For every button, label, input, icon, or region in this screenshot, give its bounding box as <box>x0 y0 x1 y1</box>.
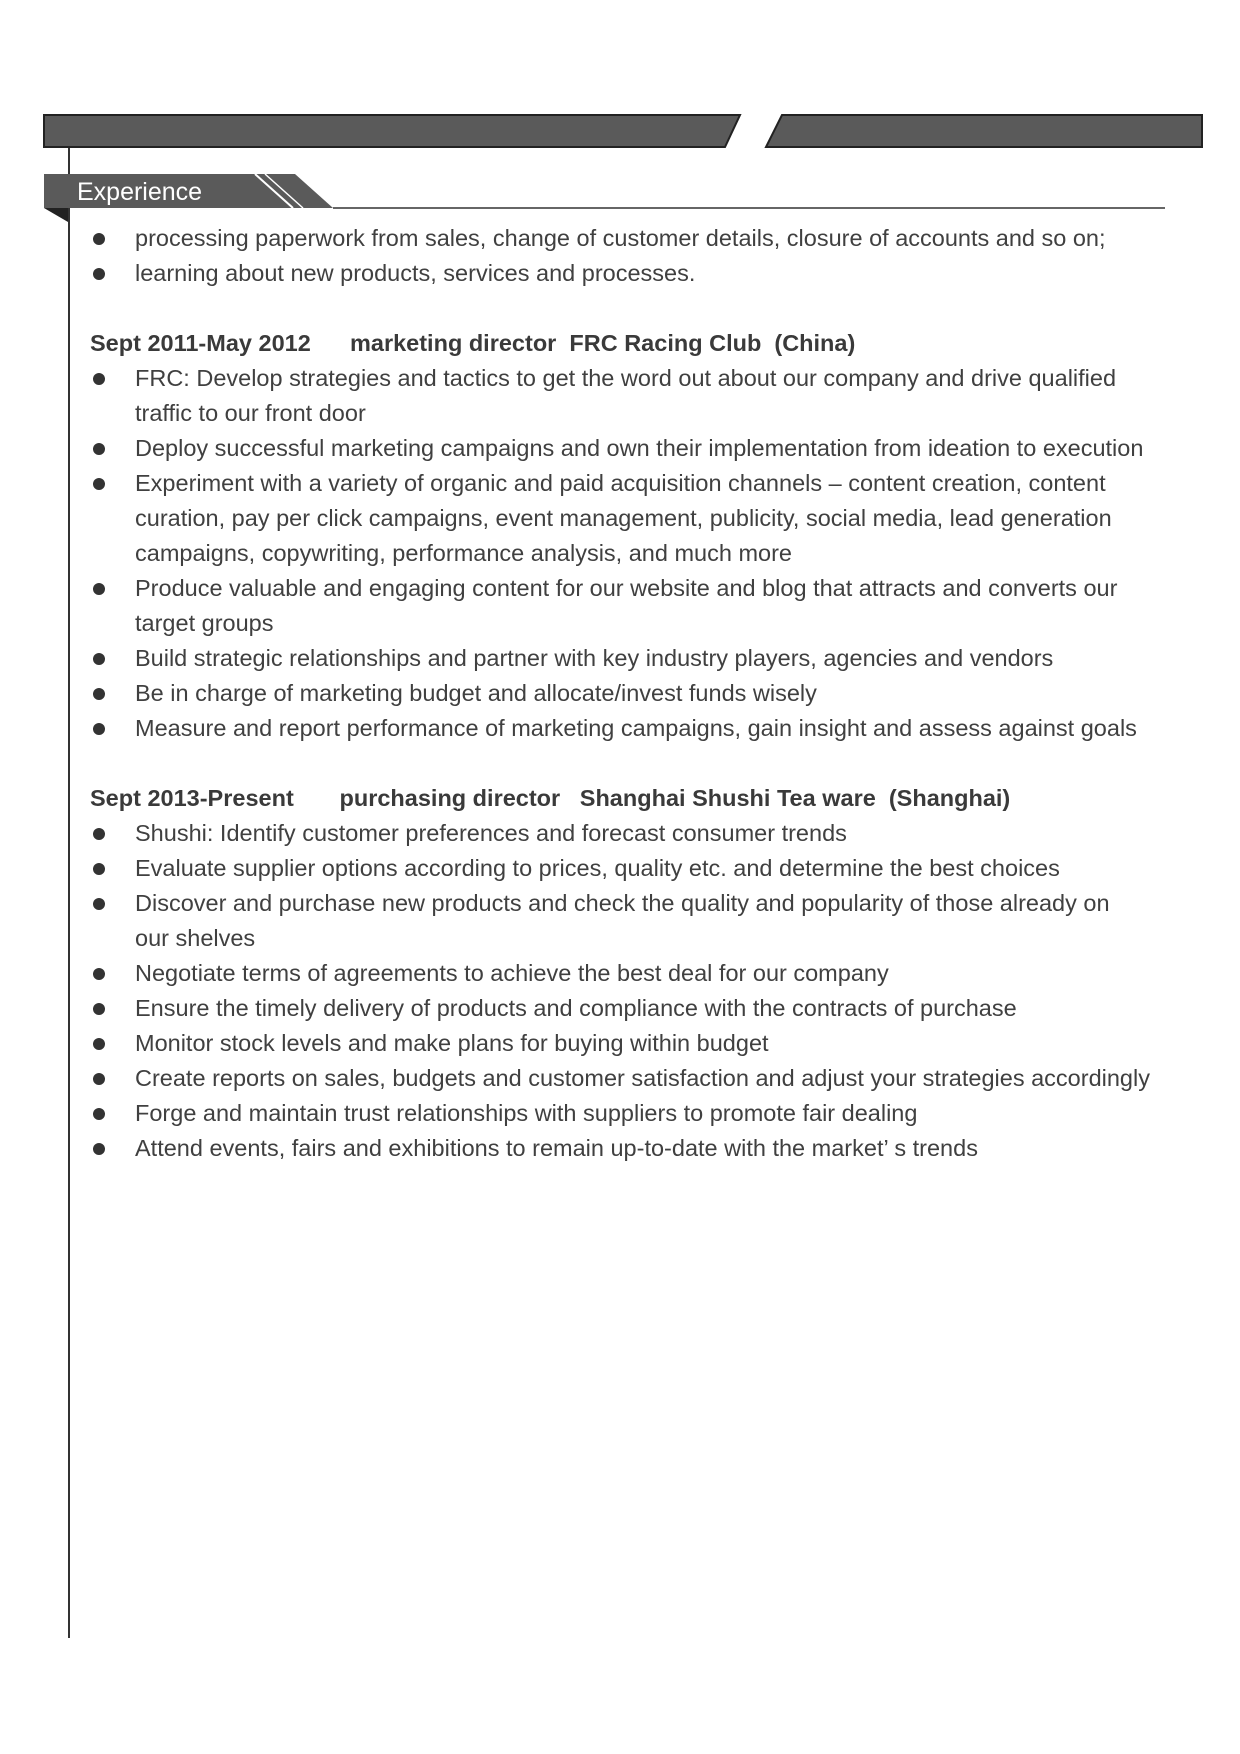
section-title: Experience <box>77 178 203 206</box>
list-item: Forge and maintain trust relationships with suppliers to promote fair dealing <box>90 1096 1150 1131</box>
job-heading <box>90 781 1150 816</box>
list-item: Ensure the timely delivery of products and compliance with the contracts of purchase <box>90 991 1150 1026</box>
list-item: Produce valuable and engaging content for our website and blog that attracts and converts our target groups <box>90 571 1150 641</box>
list-item: Build strategic relationships and partner with key industry players, agencies and vendors <box>90 641 1150 676</box>
list-item: processing paperwork from sales, change of customer details, closure of accounts and so on; <box>90 221 1150 256</box>
job-dates: Sept 2011-May 2012 <box>90 330 311 356</box>
list-item: FRC: Develop strategies and tactics to get the word out about our company and drive qualified traffic to our front door <box>90 361 1150 431</box>
header-decoration-bar <box>0 0 1240 160</box>
list-item: learning about new products, services and processes. <box>90 256 1150 291</box>
job-title: marketing director <box>349 330 557 356</box>
list-item: Evaluate supplier options according to prices, quality etc. and determine the best choices <box>90 851 1150 886</box>
job-bullet-list <box>90 361 1150 746</box>
list-item: Discover and purchase new products and check the quality and popularity of those already on our shelves <box>90 886 1150 956</box>
intro-bullet-list <box>90 221 1150 291</box>
job-location: (China) <box>774 330 856 356</box>
list-item: Deploy successful marketing campaigns and own their implementation from ideation to execution <box>90 431 1150 466</box>
job-location: (Shanghai) <box>888 785 1011 811</box>
job-heading <box>90 326 1150 361</box>
list-item: Create reports on sales, budgets and customer satisfaction and adjust your strategies accordingly <box>90 1061 1150 1096</box>
left-vertical-rule <box>68 148 70 1638</box>
list-item: Shushi: Identify customer preferences and forecast consumer trends <box>90 816 1150 851</box>
job-dates: Sept 2013-Present <box>90 785 294 811</box>
job-company: Shanghai Shushi Tea ware <box>579 785 876 811</box>
experience-content <box>90 221 1150 1166</box>
job-bullet-list <box>90 816 1150 1166</box>
list-item: Measure and report performance of marketing campaigns, gain insight and assess against goals <box>90 711 1150 746</box>
list-item: Experiment with a variety of organic and paid acquisition channels – content creation, content curation, pay per click campaigns, event management, publicity, social media, lead generation campaigns, copywriting, performance analysis, and much more <box>90 466 1150 571</box>
job-company: FRC Racing Club <box>569 330 762 356</box>
list-item: Monitor stock levels and make plans for buying within budget <box>90 1026 1150 1061</box>
list-item: Negotiate terms of agreements to achieve the best deal for our company <box>90 956 1150 991</box>
list-item: Attend events, fairs and exhibitions to remain up-to-date with the market’ s trends <box>90 1131 1150 1166</box>
list-item: Be in charge of marketing budget and allocate/invest funds wisely <box>90 676 1150 711</box>
job-title: purchasing director <box>339 785 561 811</box>
